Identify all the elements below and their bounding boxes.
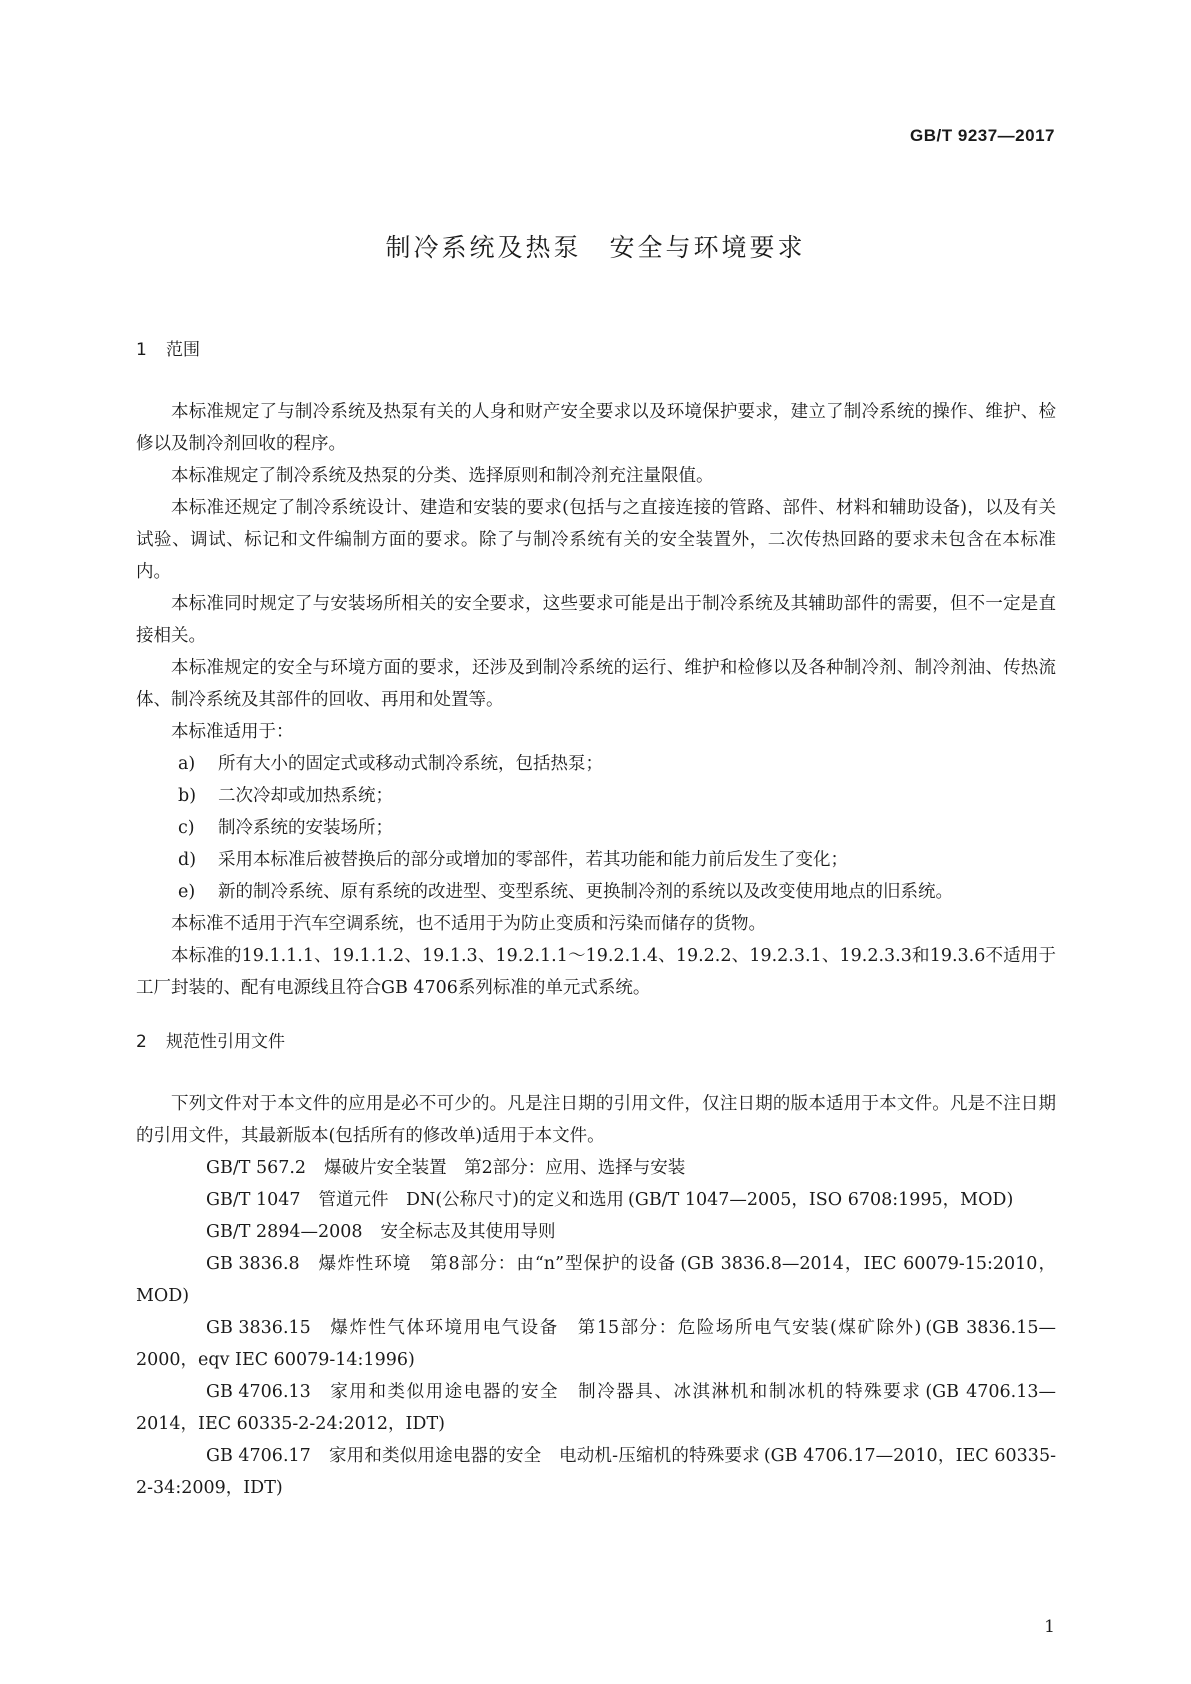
list-marker: b): [178, 786, 197, 806]
reference-note: (GB 3836.8—2014，IEC 60079-15:2010，MOD): [136, 1254, 1056, 1306]
paragraph: 本标准规定的安全与环境方面的要求，还涉及到制冷系统的运行、维护和检修以及各种制冷剂、制冷剂油、传热流体、制冷系统及其部件的回收、再用和处置等。: [136, 658, 1056, 710]
reference-item: [136, 1440, 1056, 1504]
reference-code: GB/T 2894—2008: [206, 1222, 363, 1242]
reference-item: [136, 1376, 1056, 1440]
list-marker: d): [178, 850, 197, 870]
reference-note: (GB 4706.13—2014，IEC 60335-2-24:2012，IDT): [136, 1382, 1056, 1434]
section-number: 2: [136, 1032, 147, 1052]
reference-note: (GB 3836.15—2000，eqv IEC 60079-14:1996): [136, 1318, 1056, 1370]
section-number: 1: [136, 340, 147, 360]
list-marker: a): [178, 754, 196, 774]
reference-item: [136, 1152, 1056, 1184]
reference-title: 安全标志及其使用导则: [380, 1222, 556, 1242]
section-title: 规范性引用文件: [166, 1032, 285, 1052]
list-text: 所有大小的固定式或移动式制冷系统，包括热泵；: [218, 754, 603, 774]
paragraph: 本标准规定了制冷系统及热泵的分类、选择原则和制冷剂充注量限值。: [171, 466, 714, 486]
list-item: [136, 780, 1056, 812]
reference-title: 爆破片安全装置 第2部分：应用、选择与安装: [324, 1158, 686, 1178]
list-text: 新的制冷系统、原有系统的改进型、变型系统、更换制冷剂的系统以及改变使用地点的旧系统。: [218, 882, 953, 902]
reference-code: GB 4706.13: [206, 1382, 311, 1402]
reference-title: 管道元件 DN(公称尺寸)的定义和选用: [318, 1190, 625, 1210]
list-text: 二次冷却或加热系统；: [218, 786, 393, 806]
list-marker: e): [178, 882, 196, 902]
list-item: [136, 876, 1056, 908]
paragraph: 下列文件对于本文件的应用是必不可少的。凡是注日期的引用文件，仅注日期的版本适用于本文件。凡是不注日期的引用文件，其最新版本(包括所有的修改单)适用于本文件。: [136, 1094, 1056, 1146]
standard-code: GB/T 9237—2017: [910, 126, 1055, 145]
paragraph: 本标准不适用于汽车空调系统，也不适用于为防止变质和污染而储存的货物。: [171, 914, 766, 934]
paragraph: 本标准还规定了制冷系统设计、建造和安装的要求(包括与之直接连接的管路、部件、材料和辅助设备)，以及有关试验、调试、标记和文件编制方面的要求。除了与制冷系统有关的安全装置外，二次传热回路的要求未包含在本标准内。: [136, 498, 1056, 582]
reference-code: GB/T 567.2: [206, 1158, 307, 1178]
reference-code: GB 3836.8: [206, 1254, 300, 1274]
list-item: [136, 844, 1056, 876]
reference-title: 爆炸性气体环境用电气设备 第15部分：危险场所电气安装(煤矿除外): [328, 1318, 922, 1338]
reference-code: GB 3836.15: [206, 1318, 311, 1338]
paragraph: 本标准适用于：: [171, 722, 294, 742]
paragraph: 本标准同时规定了与安装场所相关的安全要求，这些要求可能是出于制冷系统及其辅助部件的需要，但不一定是直接相关。: [136, 594, 1056, 646]
list-text: 制冷系统的安装场所；: [218, 818, 393, 838]
reference-item: [136, 1248, 1056, 1312]
list-text: 采用本标准后被替换后的部分或增加的零部件，若其功能和能力前后发生了变化；: [218, 850, 848, 870]
document-body: [136, 334, 1056, 1504]
reference-title: 家用和类似用途电器的安全 电动机-压缩机的特殊要求: [328, 1446, 760, 1466]
list-item: [136, 748, 1056, 780]
reference-item: [136, 1312, 1056, 1376]
section-2-heading: [136, 1026, 1056, 1058]
reference-item: [136, 1216, 1056, 1248]
reference-note: (GB/T 1047—2005，ISO 6708:1995，MOD): [628, 1190, 1014, 1210]
reference-item: [136, 1184, 1056, 1216]
paragraph: 本标准的19.1.1.1、19.1.1.2、19.1.3、19.2.1.1～19.2.1.4、19.2.2、19.2.3.1、19.2.3.3和19.3.6不适用于工厂封装的、配有电源线且符合GB 4706系列标准的单元式系统。: [136, 946, 1056, 998]
list-item: [136, 812, 1056, 844]
section-title: 范围: [166, 340, 200, 360]
section-1-heading: [136, 334, 1056, 366]
reference-title: 家用和类似用途电器的安全 制冷器具、冰淇淋机和制冰机的特殊要求: [328, 1382, 922, 1402]
reference-code: GB 4706.17: [206, 1446, 311, 1466]
page-number: 1: [1044, 1617, 1055, 1637]
paragraph: 本标准规定了与制冷系统及热泵有关的人身和财产安全要求以及环境保护要求，建立了制冷系统的操作、维护、检修以及制冷剂回收的程序。: [136, 402, 1056, 454]
reference-title: 爆炸性环境 第8部分：由“n”型保护的设备: [317, 1254, 677, 1274]
list-marker: c): [178, 818, 195, 838]
reference-code: GB/T 1047: [206, 1190, 301, 1210]
reference-note: (GB 4706.17—2010，IEC 60335-2-34:2009，IDT): [136, 1446, 1056, 1498]
document-title: 制冷系统及热泵 安全与环境要求: [385, 233, 806, 262]
